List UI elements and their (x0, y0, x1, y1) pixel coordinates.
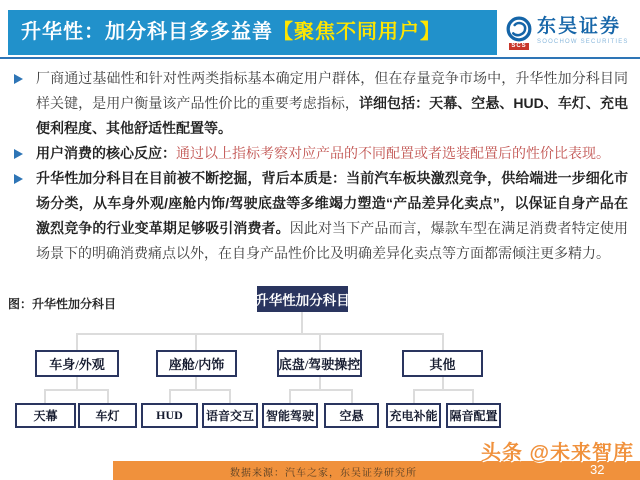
toutiao-watermark: 头条 @未来智库 (480, 442, 634, 464)
soochow-securities-logo (505, 16, 637, 56)
title-divider (0, 57, 640, 59)
bullet-text (36, 66, 628, 141)
bullet-lead: 升华性加分科目在目前被不断挖掘，背后本质是：当前汽车板块激烈竞争，供给端进一步细化市场分类，从车身外观/座舱内饰/驾驶底盘等多维竭力塑造“产品差异化卖点”，以保证自身产品在激烈竞争的行业变革期足够吸引消费者。 (36, 170, 628, 236)
logo-en-text: SOOCHOW SECURITIES (537, 39, 629, 45)
tree-connector (107, 389, 109, 403)
tree-leaf-air-suspension: 空悬 (324, 403, 379, 428)
tree-leaf-hud: HUD (141, 403, 198, 428)
soochow-swirl-icon (506, 16, 532, 42)
bullet-item (14, 141, 628, 166)
bullet-lead: 用户消费的核心反应： (36, 145, 176, 161)
page-title-highlight: 【聚焦不同用户】 (273, 21, 441, 43)
bullet-list (14, 66, 628, 266)
tree-connector (289, 389, 353, 391)
tree-connector (351, 389, 353, 403)
bullet-text (36, 141, 610, 166)
tree-connector (472, 389, 474, 403)
bullet-arrow-icon (14, 66, 36, 141)
tree-connector (442, 333, 444, 350)
logo-cn-text: 东吴证券 (537, 16, 622, 37)
logo-text (537, 16, 629, 46)
tree-branch-other: 其他 (402, 350, 483, 377)
tree-leaf-soundproofing: 隔音配置 (446, 403, 501, 428)
bullet-emphasis-red: 通过以上指标考察对应产品的不同配置或者选装配置后的性价比表现。 (176, 145, 610, 161)
logo-icon-wrap (505, 16, 533, 50)
tree-branch-cabin-interior: 座舱/内饰 (156, 350, 237, 377)
tree-connector (413, 389, 415, 403)
page-title: 升华性：加分科目多多益善 (21, 21, 273, 43)
tree-connector (44, 389, 46, 403)
tree-connector (76, 333, 444, 335)
tree-connector (195, 333, 197, 350)
tree-connector (229, 389, 231, 403)
tree-connector (44, 389, 109, 391)
logo-abbr-text: SCS (511, 43, 527, 49)
tree-branch-body-exterior: 车身/外观 (35, 350, 119, 377)
title-bar (8, 10, 497, 55)
bullet-arrow-icon (14, 141, 36, 166)
tree-branch-chassis-driving: 底盘/驾驶操控 (277, 350, 362, 377)
tree-leaf-smart-driving: 智能驾驶 (262, 403, 318, 428)
tree-leaf-canopy: 天幕 (15, 403, 76, 428)
bullet-arrow-icon (14, 166, 36, 266)
tree-root-node: 升华性加分科目 (257, 286, 348, 312)
tree-connector (169, 389, 171, 403)
data-source-text: 数据来源：汽车之家，东吴证券研究所 (230, 468, 417, 479)
tree-connector (413, 389, 474, 391)
page-number: 32 (590, 462, 605, 477)
tree-leaf-voice: 语音交互 (202, 403, 258, 428)
bullet-item (14, 66, 628, 141)
tree-connector (319, 333, 321, 350)
tree-leaf-charging: 充电补能 (386, 403, 441, 428)
tree-leaf-headlights: 车灯 (78, 403, 137, 428)
figure-caption: 图：升华性加分科目 (8, 297, 117, 311)
bullet-item (14, 166, 628, 266)
bullet-emphasis: 详细包括：天幕、空悬、HUD、车灯、充电便利程度、其他舒适性配置等。 (36, 95, 628, 136)
tree-connector (169, 389, 231, 391)
tree-connector (289, 389, 291, 403)
bullet-tail: 因此对当下产品而言，爆款车型在满足消费者特定使用场景下的明确消费痛点以外，在自身产品性价比及明确差异化卖点等方面都需倾注更多精力。 (36, 220, 629, 261)
bullet-lead: 厂商通过基础性和针对性两类指标基本确定用户群体，但在存量竞争市场中，升华性加分科目同样关键，是用户衡量该产品性价比的重要考虑指标， (36, 70, 628, 111)
bullet-text (36, 166, 628, 266)
tree-connector (301, 312, 303, 334)
tree-connector (76, 333, 78, 350)
